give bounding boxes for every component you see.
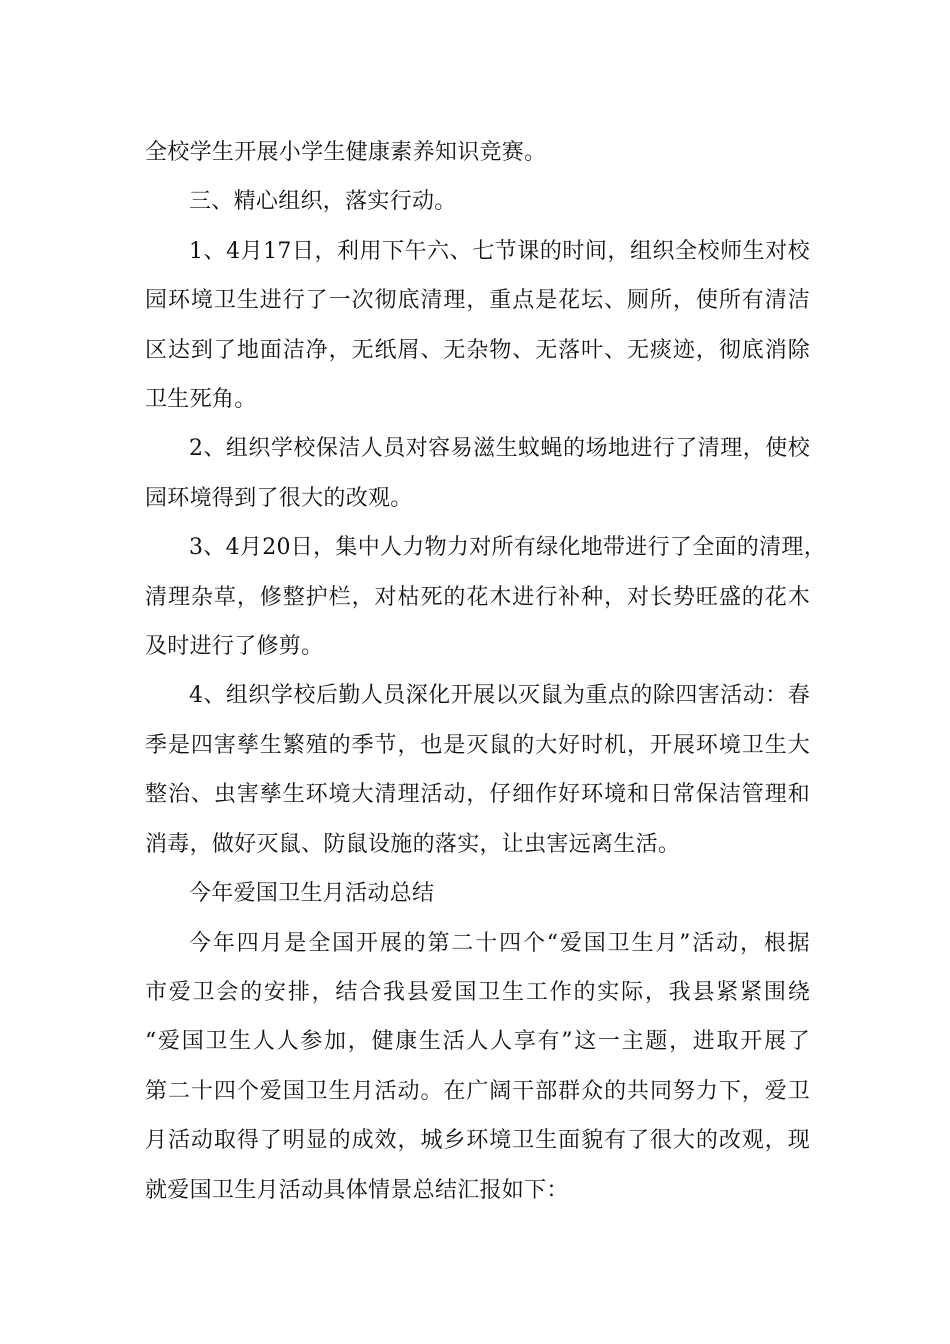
text-line: 1、4月17日，利用下午六、七节课的时间，组织全校师生对校 [189,238,810,264]
paragraph-item-3 [145,523,826,671]
text-line: 卫生死角。 [145,387,257,413]
paragraph-continuation [145,128,810,177]
text-line: 整治、虫害孳生环境大清理活动，仔细作好环境和日常保洁管理和 [145,782,810,808]
paragraph-item-2 [145,424,810,523]
text-line: 三、精心组织，落实行动。 [189,189,457,215]
section-title-summary [145,869,810,918]
text-line: 第二十四个爱国卫生月活动。在广阔干部群众的共同努力下，爱卫 [145,1078,810,1104]
paragraph-summary-intro [145,919,810,1215]
text-line: 区达到了地面洁净，无纸屑、无杂物、无落叶、无痰迹，彻底消除 [145,337,810,363]
text-line: 今年爱国卫生月活动总结 [189,881,435,907]
text-line: 就爱国卫生月活动具体情景总结汇报如下： [145,1177,569,1203]
text-line: 及时进行了修剪。 [145,634,324,660]
document-body [145,128,826,1215]
text-line: “爱国卫生人人参加，健康生活人人享有”这一主题，进取开展了 [145,1029,810,1055]
text-line: 全校学生开展小学生健康素养知识竞赛。 [145,140,547,165]
text-line: 今年四月是全国开展的第二十四个“爱国卫生月”活动，根据 [189,930,810,956]
text-line: 季是四害孳生繁殖的季节，也是灭鼠的大好时机，开展环境卫生大 [145,732,810,758]
section-heading-three [145,177,810,226]
text-line: 4、组织学校后勤人员深化开展以灭鼠为重点的除四害活动：春 [189,683,810,709]
paragraph-item-1 [145,227,810,425]
text-line: 园环境卫生进行了一次彻底清理，重点是花坛、厕所，使所有清洁 [145,288,810,314]
text-line: 园环境得到了很大的改观。 [145,485,413,511]
text-line: 月活动取得了明显的成效，城乡环境卫生面貌有了很大的改观，现 [145,1128,810,1154]
text-line: 市爱卫会的安排，结合我县爱国卫生工作的实际，我县紧紧围绕 [145,979,810,1005]
text-line: 2、组织学校保洁人员对容易滋生蚊蝇的场地进行了清理，使校 [189,436,810,462]
text-line: 3、4月20日，集中人力物力对所有绿化地带进行了全面的清理， [189,535,826,561]
text-line: 清理杂草，修整护栏，对枯死的花木进行补种，对长势旺盛的花木 [145,584,810,610]
text-line: 消毒，做好灭鼠、防鼠设施的落实，让虫害远离生活。 [145,831,681,857]
paragraph-item-4 [145,671,810,869]
